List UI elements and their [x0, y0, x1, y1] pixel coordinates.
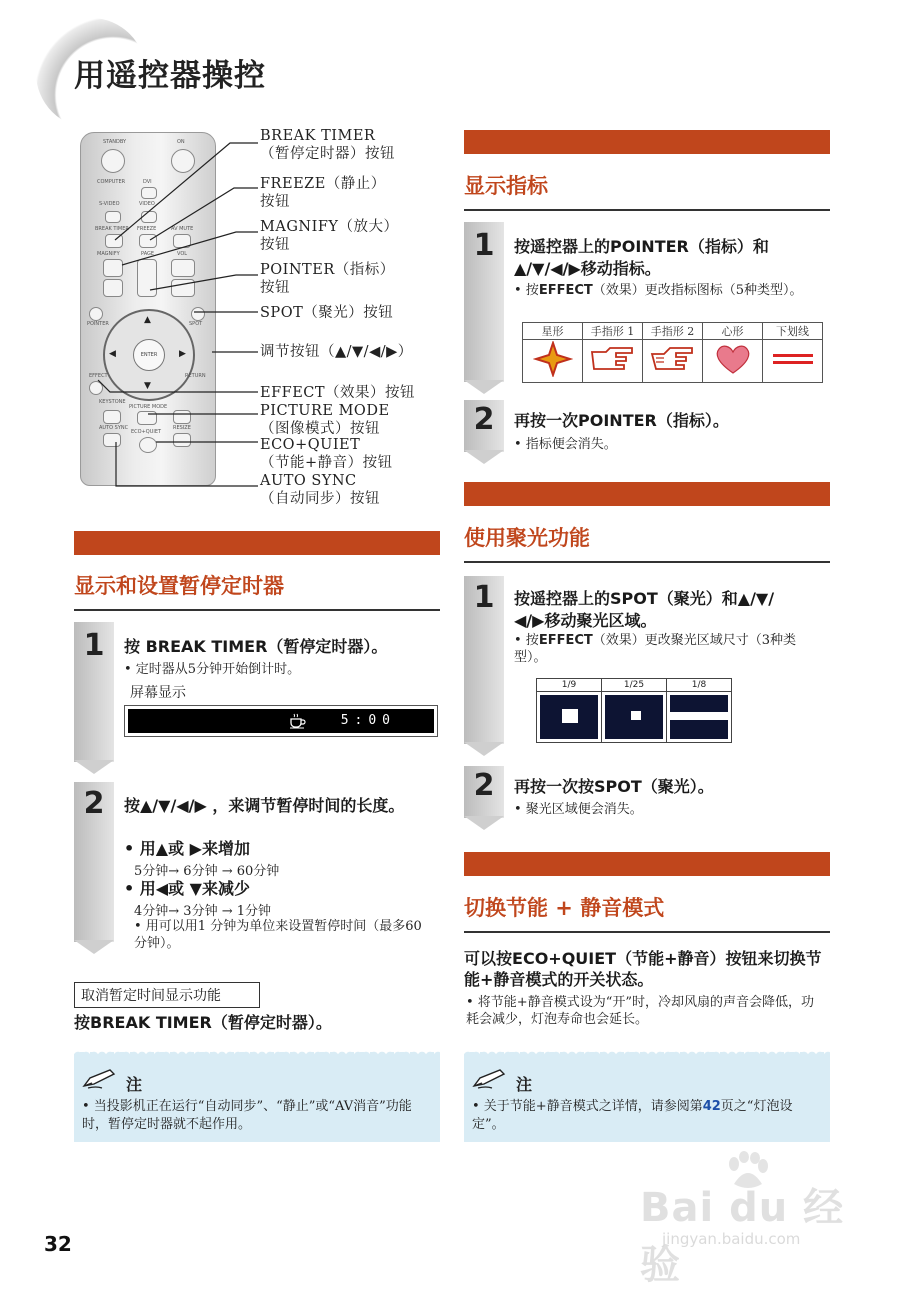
section-bar-break-timer [74, 531, 440, 555]
note-text [472, 1098, 822, 1134]
callout-line: （节能+静音）按钮 [260, 455, 393, 471]
key-name: EFFECT [538, 633, 593, 648]
bullet-text: • 将节能+静音模式设为“开”时，冷却风扇的声音会降低，功耗会减少，灯泡寿命也会延长。 [466, 995, 814, 1027]
remote-label-pointer: POINTER [87, 321, 109, 327]
watermark-brand: Bai du 经验 [640, 1185, 845, 1288]
text-run: 按遥控器上的 [514, 237, 611, 256]
section-title-eco: 切换节能 + 静音模式 [464, 896, 665, 920]
table-header: 手指形 1 [583, 323, 643, 340]
section-bar-pointer [464, 130, 830, 154]
note-box-eco [464, 1052, 830, 1142]
section-bar-spot [464, 482, 830, 506]
step-number: 2 [473, 402, 495, 437]
section-title-pointer: 显示指标 [464, 174, 548, 198]
remote-label-av-mute: AV MUTE [171, 226, 194, 232]
text-run: 可以按 [464, 949, 513, 968]
heart-pointer-icon [713, 342, 753, 376]
table-cell [523, 340, 583, 383]
bullet-text: • 定时器从5分钟开始倒计时。 [124, 662, 301, 677]
pointer-types-table [522, 322, 823, 383]
key-name: ECO+QUIET [512, 949, 617, 968]
remote-label-page: PAGE [141, 251, 155, 257]
step-number: 1 [83, 628, 105, 663]
remote-label-dvi: DVI [143, 179, 152, 185]
arrow-left-icon: ◀ [109, 349, 116, 359]
text-run: （节能+静音）按钮来切换节能+静音模式的开关状态。 [464, 949, 822, 989]
remote-label-picture-mode: PICTURE MODE [129, 404, 168, 410]
key-name: POINTER [610, 237, 689, 256]
page-number: 32 [44, 1232, 72, 1256]
remote-label-svideo: S-VIDEO [99, 201, 120, 207]
screen-display-label: 屏幕显示 [130, 685, 186, 701]
callout-line: 调节按钮（▲/▼/◀/▶） [260, 344, 413, 360]
increase-label: • 用▲或 ▶来增加 [124, 839, 250, 858]
remote-label-break-timer: BREAK TIMER [95, 226, 129, 232]
table-header: 下划线 [763, 323, 823, 340]
step-heading-line2: ◀/▶移动聚光区域。 [514, 611, 657, 630]
step-number: 2 [83, 786, 105, 821]
step-number: 2 [473, 768, 495, 803]
coffee-cup-icon [288, 712, 306, 730]
text-run: 按 [74, 1013, 91, 1032]
spot-area-twentyfifth [631, 711, 641, 720]
text-run: 页之“灯泡设定”。 [472, 1099, 793, 1132]
section-rule [74, 609, 440, 611]
callout-break-timer [260, 127, 395, 163]
table-cell [537, 692, 602, 743]
cancel-display-label: 取消暂定时间显示功能 [74, 982, 260, 1008]
table-cell [643, 340, 703, 383]
text-run: 按遥控器上的 [514, 589, 611, 608]
callout-line: BREAK TIMER [260, 128, 376, 144]
star-pointer-icon [533, 341, 573, 377]
decrease-label: • 用◀或 ▼来减少 [124, 879, 250, 898]
text-run: （暂停定时器）。 [267, 637, 388, 656]
step-number: 1 [473, 228, 495, 263]
bullet-text [514, 632, 824, 666]
arrow-down-icon: ▼ [144, 381, 151, 391]
table-header: 1/9 [537, 679, 602, 692]
remote-label-return: RETURN [185, 373, 206, 379]
callout-line: （图像模式）按钮 [260, 421, 380, 437]
remote-label-eco-quiet: ECO+QUIET [131, 429, 162, 435]
table-header: 手指形 2 [643, 323, 703, 340]
text-run: （效果）更改指标图标（5种类型）。 [592, 283, 803, 298]
note-title: 注 [126, 1075, 143, 1094]
callout-line: （自动同步）按钮 [260, 491, 380, 507]
page-reference-link[interactable]: 42 [702, 1099, 721, 1114]
callout-line: SPOT（聚光）按钮 [260, 305, 394, 321]
key-name: SPOT [610, 589, 658, 608]
timer-value: 5:00 [340, 713, 396, 728]
table-cell [583, 340, 643, 383]
text-run: （指标）。 [656, 411, 729, 430]
section-title-spot: 使用聚光功能 [464, 526, 590, 550]
section-title-break-timer: 显示和设置暂停定时器 [74, 574, 284, 598]
text-run: （聚光）和▲/▼/ [657, 589, 775, 608]
arrow-right-icon: ▶ [179, 349, 186, 359]
callout-pointer [260, 261, 395, 297]
spot-sizes-table [536, 678, 732, 743]
callout-line: EFFECT（效果）按钮 [260, 385, 416, 401]
callout-freeze [260, 175, 386, 211]
text-run: 再按一次按 [514, 777, 595, 796]
step-heading [514, 588, 774, 609]
bullet-text: • 用可以用1 分钟为单位来设置暂停时间（最多60分钟）。 [134, 919, 422, 951]
eco-intro [464, 948, 830, 990]
pencil-icon [472, 1066, 506, 1090]
timer-display [124, 705, 438, 737]
spot-area-ninth [562, 709, 578, 723]
text-run: 再按一次 [514, 411, 579, 430]
note-box-break-timer [74, 1052, 440, 1142]
table-cell [703, 340, 763, 383]
remote-label-keystone: KEYSTONE [99, 399, 126, 405]
section-bar-eco [464, 852, 830, 876]
hand-pointer-2-icon [648, 344, 698, 374]
remote-label-effect: EFFECT [89, 373, 108, 379]
callout-line: MAGNIFY（放大） [260, 219, 399, 235]
key-name: SPOT [594, 777, 642, 796]
text-run: （聚光）。 [641, 777, 714, 796]
step-heading [514, 410, 729, 431]
text-run: • 按 [514, 633, 539, 648]
remote-label-standby: STANDBY [103, 139, 127, 145]
callout-line: ECO+QUIET [260, 437, 361, 453]
remote-label-auto-sync: AUTO SYNC [99, 425, 129, 431]
text-run: （指标）和 [688, 237, 769, 256]
callout-line: 按钮 [260, 280, 290, 296]
remote-label-freeze: FREEZE [137, 226, 157, 232]
key-name: POINTER [578, 411, 657, 430]
remote-label-vol: VOL [177, 251, 188, 257]
section-rule [464, 931, 830, 933]
step-heading [514, 776, 714, 797]
callout-spot [260, 304, 393, 322]
underline-pointer-icon [771, 349, 815, 369]
section-rule [464, 561, 830, 563]
step-heading [124, 636, 387, 657]
baidu-watermark [640, 1150, 860, 1288]
enter-label: ENTER [140, 352, 158, 358]
arrow-up-icon: ▲ [144, 315, 151, 325]
text-run: • 关于节能+静音模式之详情，请参阅第 [472, 1099, 703, 1114]
callout-effect [260, 384, 415, 402]
table-header: 1/25 [602, 679, 667, 692]
remote-label-video: VIDEO [139, 201, 155, 207]
table-header: 心形 [703, 323, 763, 340]
note-title: 注 [516, 1075, 533, 1094]
key-name: BREAK TIMER [145, 637, 268, 656]
bullet-text: • 指标便会消失。 [514, 437, 617, 452]
callout-line: 按钮 [260, 194, 290, 210]
spot-area-band [670, 712, 728, 720]
page-title: 用遥控器操控 [74, 58, 266, 94]
text-run: （效果）更改聚光区域尺寸（3种类型）。 [514, 633, 797, 665]
table-cell [667, 692, 732, 743]
key-name: BREAK TIMER [90, 1013, 212, 1032]
decrease-sequence: 4分钟→ 3分钟 → 1分钟 [134, 904, 271, 919]
callout-magnify [260, 218, 398, 254]
callout-adjust-buttons [260, 343, 413, 361]
table-header: 1/8 [667, 679, 732, 692]
step-heading: 按▲/▼/◀/▶ ，来调节暂停时间的长度。 [124, 796, 405, 815]
text-run: （暂停定时器）。 [211, 1013, 332, 1032]
callout-line: POINTER（指标） [260, 262, 395, 278]
table-cell [763, 340, 823, 383]
callout-leader-lines [0, 0, 904, 520]
callout-line: 按钮 [260, 237, 290, 253]
remote-label-spot: SPOT [189, 321, 203, 327]
watermark-url: jingyan.baidu.com [662, 1230, 801, 1248]
bullet-text [514, 282, 824, 299]
callout-auto-sync [260, 472, 380, 508]
callout-eco-quiet [260, 436, 393, 472]
cancel-instruction [74, 1012, 332, 1033]
table-cell [602, 692, 667, 743]
remote-label-resize: RESIZE [173, 425, 191, 431]
step-number: 1 [473, 580, 495, 615]
step-heading-line2: ▲/▼/◀/▶移动指标。 [514, 259, 661, 278]
callout-line: （暂停定时器）按钮 [260, 146, 395, 162]
remote-label-magnify: MAGNIFY [97, 251, 120, 257]
key-name: EFFECT [538, 283, 593, 298]
step-heading [514, 236, 769, 257]
section-rule [464, 209, 830, 211]
hand-pointer-1-icon [588, 344, 638, 374]
pencil-icon [82, 1066, 116, 1090]
callout-line: FREEZE（静止） [260, 176, 386, 192]
callout-line: PICTURE MODE [260, 403, 390, 419]
increase-sequence: 5分钟→ 6分钟 → 60分钟 [134, 864, 280, 879]
remote-label-on: ON [177, 139, 185, 145]
callout-line: AUTO SYNC [260, 473, 357, 489]
text-run: • 按 [514, 283, 539, 298]
table-header: 星形 [523, 323, 583, 340]
note-text: • 当投影机正在运行“自动同步”、“静止”或“AV消音”功能时，暂停定时器就不起作用。 [82, 1099, 412, 1132]
callout-picture-mode [260, 402, 390, 438]
text-run: 按 [124, 637, 146, 656]
bullet-text: • 聚光区域便会消失。 [514, 802, 643, 817]
remote-label-computer: COMPUTER [97, 179, 126, 185]
